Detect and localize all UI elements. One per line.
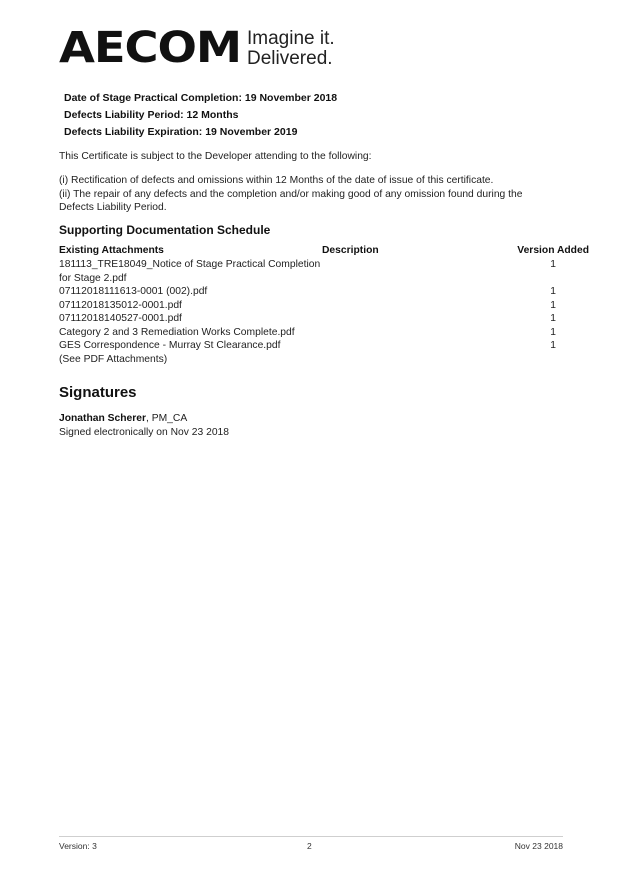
attachment-link[interactable]: 07112018135012-0001.pdf <box>59 299 182 311</box>
attachment-version: 1 <box>550 259 556 270</box>
table-row <box>59 339 591 353</box>
condition-item-1: (i) Rectification of defects and omissions within 12 Months of the date of issue of this certificate. <box>59 175 494 186</box>
header-version-added: Version Added <box>517 245 589 256</box>
attachment-link[interactable]: 181113_TRE18049_Notice of Stage Practical Completion for Stage 2.pdf <box>59 259 321 284</box>
footer-divider <box>59 836 563 837</box>
tagline-line-2: Delivered. <box>247 48 333 69</box>
attachment-link[interactable]: 07112018140527-0001.pdf <box>59 313 182 324</box>
attachment-description <box>323 339 503 353</box>
see-pdf-attachments: (See PDF Attachments) <box>59 354 168 365</box>
attachment-description <box>323 326 503 340</box>
attachment-link[interactable]: 07112018111613-0001 (002).pdf <box>59 286 208 297</box>
attachments-table <box>59 244 591 353</box>
tagline-line-1: Imagine it. <box>247 28 335 49</box>
aecom-logo <box>59 23 335 73</box>
liability-expiration: Defects Liability Expiration: 19 November 2019 <box>64 126 298 138</box>
table-row <box>59 285 591 299</box>
header-existing-attachments: Existing Attachments <box>59 245 164 256</box>
table-row <box>59 326 591 340</box>
attachment-description <box>323 312 503 326</box>
signatures-title: Signatures <box>59 384 137 401</box>
attachment-version: 1 <box>550 313 556 324</box>
certificate-intro: This Certificate is subject to the Developer attending to the following: <box>59 151 372 162</box>
attachment-link[interactable]: Category 2 and 3 Remediation Works Complete.pdf <box>59 326 295 338</box>
header-description: Description <box>322 245 379 256</box>
signer-line <box>59 412 229 426</box>
completion-date: Date of Stage Practical Completion: 19 November 2018 <box>64 92 338 104</box>
signature-block <box>59 412 229 440</box>
attachment-version: 1 <box>550 286 556 297</box>
documentation-title: Supporting Documentation Schedule <box>59 223 271 237</box>
attachment-version: 1 <box>550 326 556 338</box>
key-info-block <box>64 90 337 141</box>
attachment-link[interactable]: GES Correspondence - Murray St Clearance.pdf <box>59 340 281 351</box>
signer-role: , PM_CA <box>145 413 188 424</box>
attachment-description <box>323 285 503 299</box>
liability-period: Defects Liability Period: 12 Months <box>64 109 239 121</box>
conditions-list <box>59 174 549 215</box>
footer-date: Nov 23 2018 <box>514 841 563 851</box>
signed-electronically-text: Signed electronically on Nov 23 2018 <box>59 427 230 438</box>
signer-name: Jonathan Scherer <box>59 413 146 424</box>
footer-page-number: 2 <box>307 841 312 851</box>
attachment-version: 1 <box>550 340 556 351</box>
condition-item-2: (ii) The repair of any defects and the completion and/or making good of any omission found during the Defects Liability Period. <box>59 188 523 213</box>
table-row <box>59 258 591 285</box>
footer-version: Version: 3 <box>59 841 97 851</box>
attachments-header-row <box>59 244 591 258</box>
attachment-description <box>323 299 503 313</box>
table-row <box>59 312 591 326</box>
attachment-version: 1 <box>550 299 556 311</box>
page-footer <box>59 841 563 853</box>
table-row <box>59 299 591 313</box>
logo-wordmark: AECOM <box>59 23 242 73</box>
logo-tagline <box>247 29 335 69</box>
attachment-description <box>323 258 503 285</box>
